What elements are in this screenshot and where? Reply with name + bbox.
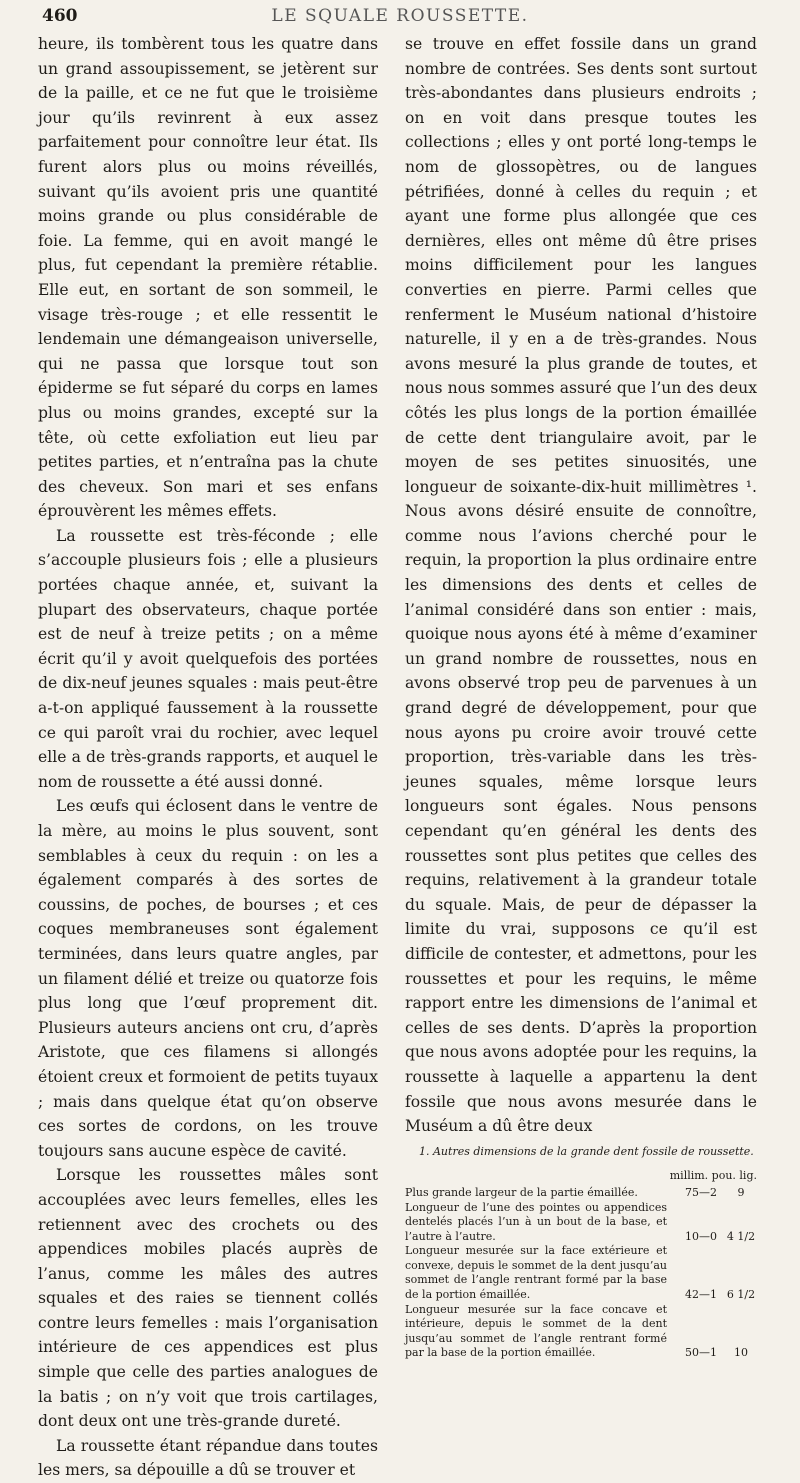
footnote-row-pl: 9 [737, 1185, 745, 1199]
paragraph: Lorsque les roussettes mâles sont accouplées avec leurs femelles, elles les retiennent avec des crochets ou des appendices mobiles placés auprès de l’anus, comme les mâles des autres squales et des raies se tiennent collés contre leurs femelles : mais l’organisation intérieure de ces appendices est plus simple que celle des parties analogues de la batis ; on n’y voit que trois cartilages, dont deux ont une très-grande dureté. [38, 1166, 378, 1431]
footnote-row-pl: 4 1/2 [726, 1229, 756, 1243]
page-header [42, 2, 758, 28]
footnote-row-desc: Longueur mesurée sur la face concave et intérieure, depuis le sommet de la dent jusqu’au sommet de l’angle rentrant formé par la base de la portion émaillée. [405, 1302, 667, 1360]
footnote-row-desc: Plus grande largeur de la partie émaillée. [405, 1185, 638, 1199]
footnote-row-mm: 10—0 [685, 1229, 717, 1243]
footnote-row [405, 1303, 757, 1361]
page-number: 460 [42, 6, 78, 26]
paragraph: La roussette étant répandue dans toutes les mers, sa dépouille a dû se trouver et [38, 1436, 378, 1480]
footnote-row-mm: 42—1 [685, 1288, 717, 1302]
footnote-row [405, 1244, 757, 1302]
footnote-row [405, 1201, 757, 1245]
paragraph: se trouve en effet fossile dans un grand nombre de contrées. Ses dents sont surtout très-abondantes dans plusieurs endroits ; on en voit dans presque toutes les collections ; elles y ont porté long-temps le nom de glossopètres, ou de langues pétrifiées, donné à celles du requin ; et ayant une forme plus allongée que ces dernières, elles ont même dû être prises moins difficilement pour les langues converties en pierre. Parmi celles que renferment le Muséum national d’histoire naturelle, il y en a de très-grandes. Nous avons mesuré la plus grande de toutes, et nous nous sommes assuré que l’un des deux côtés les plus longs de la portion émaillée de cette dent triangulaire avoit, par le moyen de ses petites sinuosités, une longueur de soixante-dix-huit millimètres ¹. Nous avons désiré ensuite de connoître, comme nous l’avions cherché pour le requin, la proportion la plus ordinaire entre les dimensions des dents et celles de l’animal considéré dans son entier : mais, quoique nous ayons été à même d’examiner un grand nombre de roussettes, nous en avons observé trop peu de parvenues à un grand degré de développement, pour que nous ayons pu croire avoir trouvé cette proportion, très-variable dans les très-jeunes squales, même lorsque leurs longueurs sont égales. Nous pensons cependant qu’en général les dents des roussettes sont plus petites que celles des requins, relativement à la grandeur totale du squale. Mais, de peur de dépasser la limite du vrai, supposons ce qu’il est difficile de contester, et admettons, pour les roussettes et pour les requins, le même rapport entre les dimensions de l’animal et celles de ses dents. D’après la proportion que nous avons adoptée pour les requins, la roussette à laquelle a appartenu la dent fossile que nous avons mesurée dans le Muséum a dû être deux [405, 35, 757, 1136]
paragraph: La roussette est très-féconde ; elle s’accouple plusieurs fois ; elle a plusieurs portées chaque année, et, suivant la plupart des observateurs, chaque portée est de neuf à treize petits ; on a même écrit qu’il y avoit quelquefois des portées de dix-neuf jeunes squales : mais peut-être a-t-on appliqué faussement à la roussette ce qui paroît vrai du rochier, avec lequel elle a de très-grands rapports, et auquel le nom de roussette a été aussi donné. [38, 526, 378, 791]
footnote-units-header: millim. pou. lig. [669, 1169, 757, 1183]
footnote-row-desc: Longueur de l’une des pointes ou appendices dentelés placés l’un à un bout de la base, et l’autre à l’autre. [405, 1200, 667, 1243]
left-column [38, 32, 378, 1483]
footnote-row-pl: 6 1/2 [726, 1288, 756, 1302]
footnote [405, 1145, 757, 1361]
right-column [405, 32, 757, 1361]
footnote-row-mm: 50—1 [685, 1346, 717, 1360]
running-title: LE SQUALE ROUSSETTE. [271, 6, 529, 26]
footnote-row-mm: 75—2 [685, 1185, 717, 1199]
footnote-title: 1. Autres dimensions de la grande dent fossile de roussette. [419, 1144, 754, 1158]
paragraph: Les œufs qui éclosent dans le ventre de la mère, au moins le plus souvent, sont semblables à ceux du requin : on les a également comparés à des sortes de coussins, de poches, de bourses ; et ces coques membraneuses sont également terminées, dans leurs quatre angles, par un filament délié et treize ou quatorze fois plus long que l’œuf proprement dit. Plusieurs auteurs anciens ont cru, d’après Aristote, que ces filamens si allongés étoient creux et formoient de petits tuyaux ; mais dans quelque état qu’on observe ces sortes de cordons, on les trouve toujours sans aucune espèce de cavité. [38, 797, 378, 1160]
footnote-row-desc: Longueur mesurée sur la face extérieure et convexe, depuis le sommet de la dent jusqu’au sommet de l’angle rentrant formé par la base de la portion émaillée. [405, 1244, 667, 1302]
footnote-row [405, 1186, 757, 1201]
footnote-row-pl: 10 [734, 1346, 748, 1360]
paragraph: heure, ils tombèrent tous les quatre dans un grand assoupissement, se jetèrent sur de la paille, et ce ne fut que le troisième jour qu’ils revinrent à eux assez parfaitement pour connoître leur état. Ils furent alors plus ou moins réveillés, suivant qu’ils avoient pris une quantité moins grande ou plus considérable de foie. La femme, qui en avoit mangé le plus, fut cependant la première rétablie. Elle eut, en sortant de son sommeil, le visage très-rouge ; et elle ressentit le lendemain une démangeaison universelle, qui ne passa que lorsque tout son épiderme se fut séparé du corps en lames plus ou moins grandes, excepté sur la tête, où cette exfoliation eut lieu par petites parties, et n’entraîna pas la chute des cheveux. Son mari et ses enfans éprouvèrent les mêmes effets. [38, 35, 378, 521]
